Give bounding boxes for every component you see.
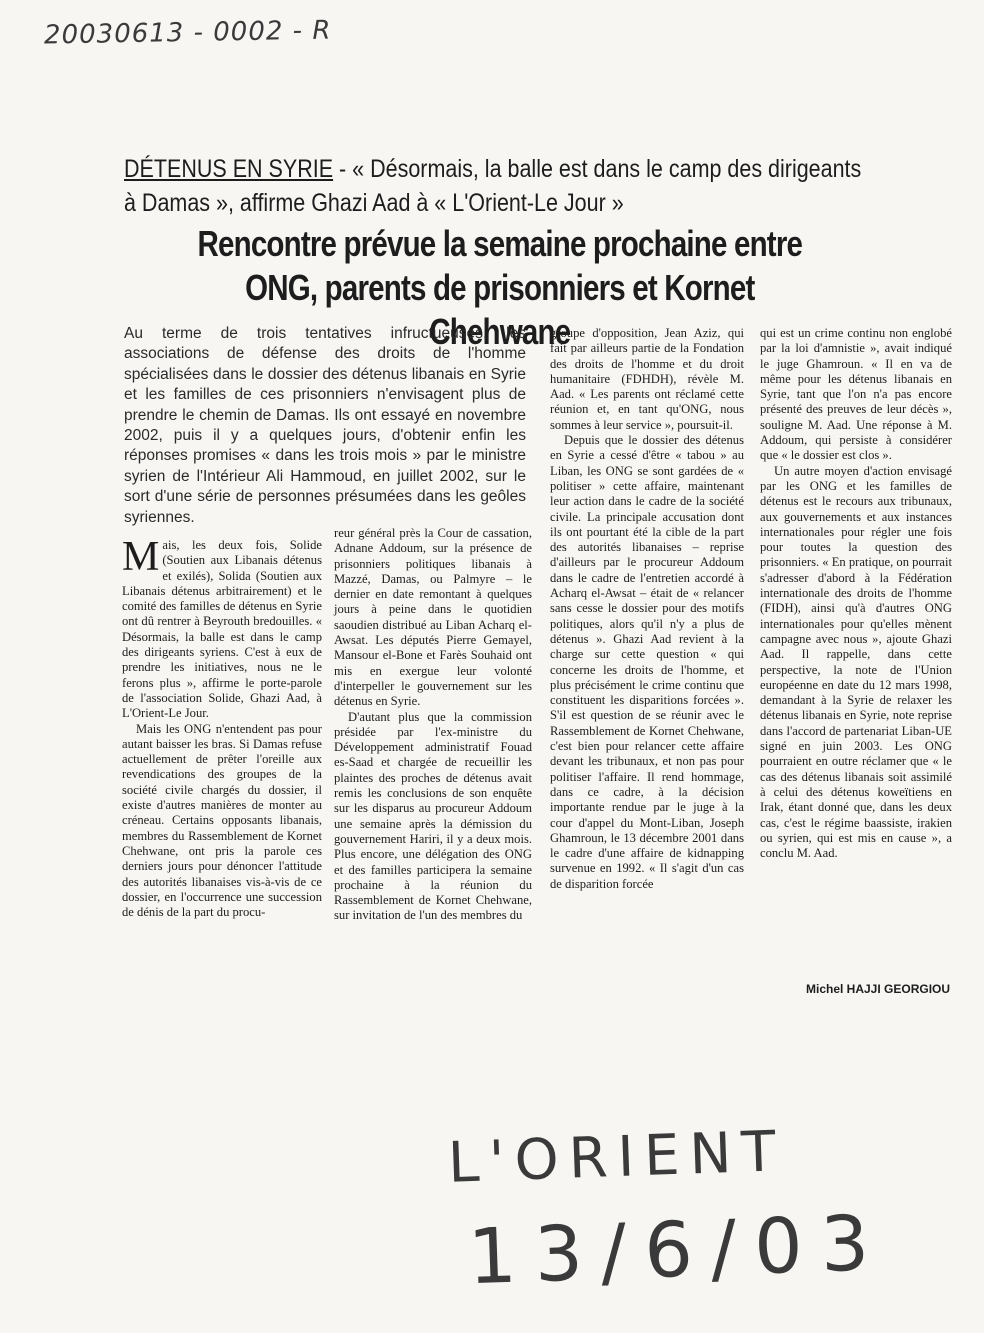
kicker-lead: DÉTENUS EN SYRIE bbox=[124, 155, 334, 183]
article-column-2 bbox=[334, 526, 532, 924]
handwritten-reference: 20030613 - 0002 - R bbox=[43, 15, 332, 51]
column-1-paragraph bbox=[122, 534, 322, 722]
column-4-paragraph-1: qui est un crime continu non englobé par la loi d'amnistie », avait indiqué le juge Ghamroun. « Il en va de même pour les détenus libanais en Syrie, tant que l'on n'a pas encore présenté des preuves de leur décès », souligne M. Aad. Une réponse à M. Addoum, qui persiste à considérer que « le dossier est clos ». bbox=[760, 326, 952, 463]
column-3-paragraph-2: Depuis que le dossier des détenus en Syrie a cessé d'être « tabou » au Liban, les ONG se sont gardées de « politiser » cette affaire, maintenant leur action dans le cadre de la société civile. La principale accusation dont ils ont pourtant été la cible de la part des autorités libanaises – reprise d'ailleurs par le procureur Addoum dans le cadre de l'entretien accordé à Acharq el-Awsat – était de « relancer sans cesse le dossier pour des motifs politiques, alors qu'il n'y a plus de détenus ». Ghazi Aad revient à la charge sur cette question « qui concerne les droits de l'homme, et plus précisément le crime continu que constituent les disparitions forcées ». S'il est question de se réunir avec le Rassemblement de Kornet Chehwane, c'est bien pour relancer cette affaire devant les tribunaux, et non pas pour politiser l'affaire. Il rend hommage, dans ce cadre, à la décision importante rendue par le juge à la cour d'appel du Mont-Liban, Joseph Ghamroun, le 13 décembre 2001 dans le cadre d'une affaire de kidnapping survenue en 1992. « Il s'agit d'un cas de disparition forcée bbox=[550, 433, 744, 891]
article-headline: Rencontre prévue la semaine prochaine entre ONG, parents de prisonniers et Kornet Chehwane bbox=[197, 223, 803, 352]
column-1-paragraph-2: Mais les ONG n'entendent pas pour autant baisser les bras. Si Damas refuse actuellement de prêter l'oreille aux revendications des groupes de la société civile chargés du dossier, il existe d'autres manières de monter au créneau. Certains opposants libanais, membres du Rassemblement de Kornet Chehwane, ont pris la parole ces derniers jours pour dénoncer l'attitude des autorités libanaises vis-à-vis de ce dossier, en l'occurrence une succession de dénis de la part du procu- bbox=[122, 721, 322, 920]
column-2-paragraph-2: D'autant plus que la commission présidée par l'ex-ministre du Développement administratif Fouad es-Saad et chargée de recueillir les plaintes des proches de détenus avait remis les conclusions de son enquête sur les disparus au procureur Addoum une semaine après la démission du gouvernement Hariri, il y a deux mois. Plus encore, une délégation des ONG et des familles participera la semaine prochaine à la réunion du Rassemblement de Kornet Chehwane, sur invitation de l'un des membres du bbox=[334, 709, 532, 923]
column-4-paragraph-2: Un autre moyen d'action envisagé par les ONG et les familles de détenus est le recours aux tribunaux, aux gouvernements et aux instances internationales pour régler une fois pour toutes la question des prisonniers. « En pratique, on pourrait s'adresser d'abord à la Fédération internationale des droits de l'homme (FIDH), ainsi qu'à d'autres ONG internationales pour qu'elles mènent campagne avec nous », ajoute Ghazi Aad. Il rappelle, dans cette perspective, la note de l'Union européenne en date du 12 mars 1998, demandant à la Syrie de relaxer les détenus libanais en Syrie, note reprise dans l'accord de partenariat Liban-UE signé en juin 2003. Les ONG pourraient en outre réclamer que « le cas des détenus libanais soit assimilé à celui des détenus koweïtiens en Irak, étant donné que, dans les deux cas, c'est le régime baassiste, irakien ou syrien, qui est mis en cause », a conclu M. Aad. bbox=[760, 463, 953, 861]
article-kicker bbox=[124, 152, 864, 220]
drop-cap: M bbox=[122, 534, 160, 580]
handwritten-source: L'ORIENT bbox=[446, 1119, 787, 1196]
column-2-paragraph-1: reur général près la Cour de cassation, Adnane Addoum, sur la présence de prisonniers politiques libanais à Mazzé, Damas, ou Palmyre – le dernier en date remontant à quelques jours à peine dans le quotidien saoudien distribué au Liban Acharq el-Awsat. Les députés Pierre Gemayel, Mansour el-Bone et Farès Souhaid ont mis en exergue leur volonté d'interpeller le gouvernement sur les détenus en Syrie. bbox=[334, 526, 532, 709]
article-column-4 bbox=[760, 326, 952, 861]
handwritten-date: 13/6/03 bbox=[466, 1197, 889, 1302]
kicker-rest: - « Désormais, la balle est dans le camp des dirigeants à Damas », affirme Ghazi Aad à « L'Orient-Le Jour » bbox=[124, 155, 862, 217]
article-lead-paragraph: Au terme de trois tentatives infructueuses, les associations de défense des droits de l'homme spécialisées dans le dossier des détenus libanais en Syrie et les familles de ces prisonniers n'envisagent plus de prendre le chemin de Damas. Ils ont essayé en novembre 2002, puis il y a quelques jours, d'obtenir enfin les réponses promises « dans les trois mois » par le ministre syrien de l'Intérieur Ali Hammoud, en juillet 2002, sur le sort d'une série de personnes présumées dans les geôles syriennes. bbox=[124, 325, 526, 526]
column-1-paragraph-1-text: ais, les deux fois, Solide (Soutien aux Libanais détenus et exilés), Solida (Soutien aux Libanais détenus arbitrairement) et le comité des familles de détenus en Syrie ont dû rentrer à Beyrouth bredouilles. « Désormais, la balle est dans le camp des dirigeants syriens. C'est à eux de prendre les initiatives, nous ne le ferons plus », affirme le porte-parole de l'association Solide, Ghazi Aad, à L'Orient-Le Jour. bbox=[122, 538, 322, 721]
column-3-paragraph-1: groupe d'opposition, Jean Aziz, qui fait par ailleurs partie de la Fondation des droits de l'homme et du droit humanitaire (FDHDH), révèle M. Aad. « Les parents ont réclamé cette réunion et, en tant qu'ONG, nous sommes à leur service », poursuit-il. bbox=[550, 326, 744, 432]
article-column-3 bbox=[550, 326, 744, 892]
article-byline: Michel HAJJI GEORGIOU bbox=[806, 982, 951, 996]
article-column-1 bbox=[122, 534, 322, 920]
